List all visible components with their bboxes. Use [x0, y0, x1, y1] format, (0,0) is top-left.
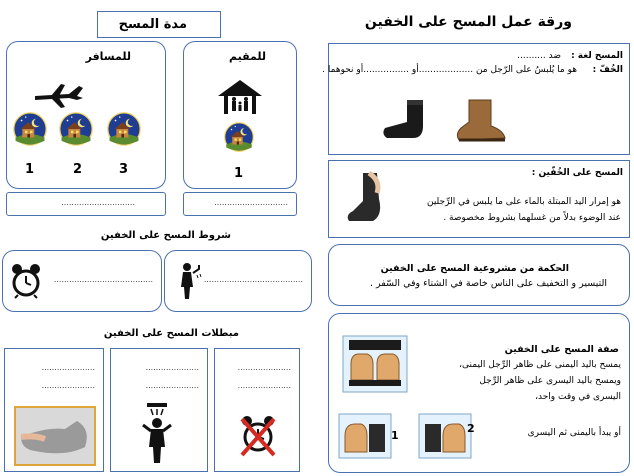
- shar-line-2: عند الوضوء بدلاً من غسلهما بشروط مخصوصة .: [443, 213, 621, 223]
- conditions-title: شروط المسح على الخفين: [100, 230, 231, 241]
- night-house-icon: [13, 112, 47, 146]
- house-family-icon: [216, 78, 264, 114]
- resident-count: 1: [234, 166, 244, 181]
- invalidators-title: مبطلات المسح على الخفين: [103, 328, 239, 339]
- traveler-box: [6, 41, 166, 189]
- traveler-answer-box[interactable]: [6, 192, 166, 216]
- invalidator-box-1: [4, 348, 104, 472]
- method-box: [328, 313, 630, 473]
- invalidator-box-3: [214, 348, 300, 472]
- invalidator-box-2: [110, 348, 208, 472]
- traveler-count-2: 2: [73, 162, 83, 177]
- mash-text: ضد ..........: [517, 51, 561, 61]
- night-house-icon: [59, 112, 93, 146]
- traveler-count-3: 3: [119, 162, 129, 177]
- invalidator-1-dots-2: .....................: [41, 381, 95, 390]
- invalidator-2-dots-2: .....................: [145, 381, 199, 390]
- condition-box-right: [164, 250, 312, 312]
- invalidator-2-dots: .....................: [145, 363, 199, 372]
- resident-box: [183, 41, 297, 189]
- shar-label: المسح على الخُفّين :: [531, 168, 623, 178]
- shar-line-1: هو إمرار اليد المبتلة بالماء على ما يلبس في الرِّجلين: [426, 197, 621, 207]
- hands-on-feet-icon: [343, 336, 407, 392]
- method-line-3: اليسرى في وقت واحد،: [535, 392, 621, 402]
- condition-box-left: [2, 250, 162, 312]
- invalidator-3-dots-2: .....................: [237, 381, 291, 390]
- airplane-icon: [33, 80, 83, 108]
- duration-title: مدة المسح: [118, 17, 187, 32]
- night-house-icon: [224, 122, 254, 152]
- definition-box: [322, 43, 630, 155]
- invalidator-3-dots: .....................: [237, 363, 291, 372]
- method-line-4: أو يبدأ باليمنى ثم اليسرى: [527, 428, 621, 438]
- method-title: صفة المسح على الخفين: [504, 344, 619, 355]
- condition-left-dots: .......................................: [53, 275, 153, 284]
- resident-label: للمقيم: [228, 50, 266, 63]
- night-house-icon: [107, 112, 141, 146]
- traveler-count-1: 1: [25, 162, 35, 177]
- sock-icon: [377, 96, 437, 144]
- method-line-1: يمسح باليد اليمنى على ظاهر الرِّجل اليمنى،: [459, 360, 621, 370]
- foot-icon: [343, 171, 393, 227]
- traveler-answer-dots: .............................: [61, 198, 135, 207]
- wisdom-title: الحكمة من مشروعية المسح على الخفين: [380, 263, 569, 274]
- crossed-clock-icon: [238, 413, 278, 457]
- boot-icon: [449, 96, 509, 144]
- method-line-2: ويمسح باليد اليسرى على ظاهر الرِّجل: [479, 376, 621, 386]
- worksheet-title: ورقة عمل المسح على الخفين: [364, 14, 572, 30]
- resident-answer-box[interactable]: [183, 192, 297, 216]
- wisdom-box: [328, 244, 630, 306]
- hands-on-feet-icon: [419, 414, 471, 458]
- washing-man-icon: [173, 261, 203, 301]
- wisdom-text: التيسير و التخفيف على الناس خاصة في الشتاء وفي السّفر .: [369, 278, 607, 289]
- duration-title-box: [97, 11, 221, 38]
- step-2-number: 2: [467, 422, 475, 435]
- traveler-label: للمسافر: [85, 50, 131, 63]
- hands-on-feet-icon: [339, 414, 391, 458]
- shar-definition-box: [328, 160, 630, 238]
- invalidator-1-dots: .....................: [41, 363, 95, 372]
- condition-right-dots: .......................................: [203, 275, 303, 284]
- step-1-number: 1: [391, 429, 399, 442]
- resident-answer-dots: .............................: [214, 198, 288, 207]
- mash-label: المسح لغة :: [571, 51, 623, 61]
- alarm-clock-icon: [11, 263, 41, 297]
- shower-icon: [137, 401, 177, 465]
- khuf-label: الخُفّ :: [592, 65, 623, 75]
- foot-icon: [15, 407, 95, 465]
- khuf-text: هو ما يُلبسُ على الرّجل من ...................أو ................أو نحوهما .: [322, 65, 577, 75]
